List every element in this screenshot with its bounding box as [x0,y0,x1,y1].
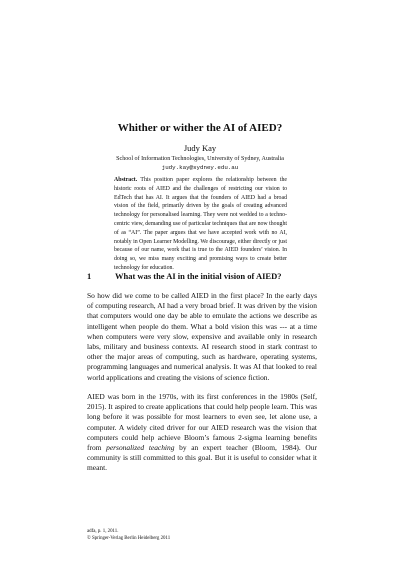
author-name: Judy Kay [183,143,217,153]
author-email: judy.kay@sydney.edu.au [161,164,239,171]
paragraph-2-text-a: AIED was born in the 1970s, with its first conferences in the 1980s (Self, 2015). It aspired to create applications that could help people learn. This was long before it was possible for most learners to even see, let alone use, a computer. A widely cited driver for our AIED research was the vision that computers could help achieve Bloom’s famous 2-sigma learning benefits from [87,392,317,453]
footer-copyright: © Springer-Verlag Berlin Heidelberg 2011 [87,535,171,541]
author-affiliation: School of Information Technologies, University of Sydney, Australia [116,156,284,162]
body-paragraph-1: So how did we come to be called AIED in the first place? In the early days of computing research, AI had a very broad brief. It was driven by the vision that computers would one day be able to emulate the actions we describe as intelligent when people do them. What a bold vision this was --- at a time when computers were very slow, expensive and available only in research labs, military and business contexts. AI research stood in stark contrast to other the major areas of computing, such as hardware, operating systems, programming languages and numerical analysis. It was AI that looked to real world applications and creating the visions of science fiction. [87,291,317,382]
page-footer [87,529,170,542]
paragraph-2-text-b: by an expert teacher (Bloom, 1984). Our community is still committed to this goal. But it is useful to consider what it meant. [87,443,317,473]
paper-title: Whither or wither the AI of AIED? [117,122,283,134]
footer-citation: adfa, p. 1, 2011. [87,529,119,534]
section-heading [87,271,282,281]
body-paragraph-2 [87,392,317,474]
abstract-label: Abstract. [114,177,138,183]
paragraph-2-emphasis: personalized teaching [106,443,175,453]
section-number: 1 [87,271,92,281]
section-title: What was the AI in the initial vision of AIED? [115,271,282,281]
abstract-text: This position paper explores the relationship between the historic roots of AIED and the challenges of restricting our vision to EdTech that has AI. It argues that the founders of AIED had a broad vision of the field, primarily driven by the goals of creating advanced technology for personalised learning. They were not wedded to a techno-centric view, demanding use of particular techniques that are now thought of as “AI”. The paper argues that we have accepted work with no AI, notably in Open Learner Modelling. We discourage, either directly or just because of our name, work that is true to the AIED founders’ vision. In doing so, we miss many exciting and promising ways to create better technology for education. [114,177,287,271]
abstract [114,176,287,273]
